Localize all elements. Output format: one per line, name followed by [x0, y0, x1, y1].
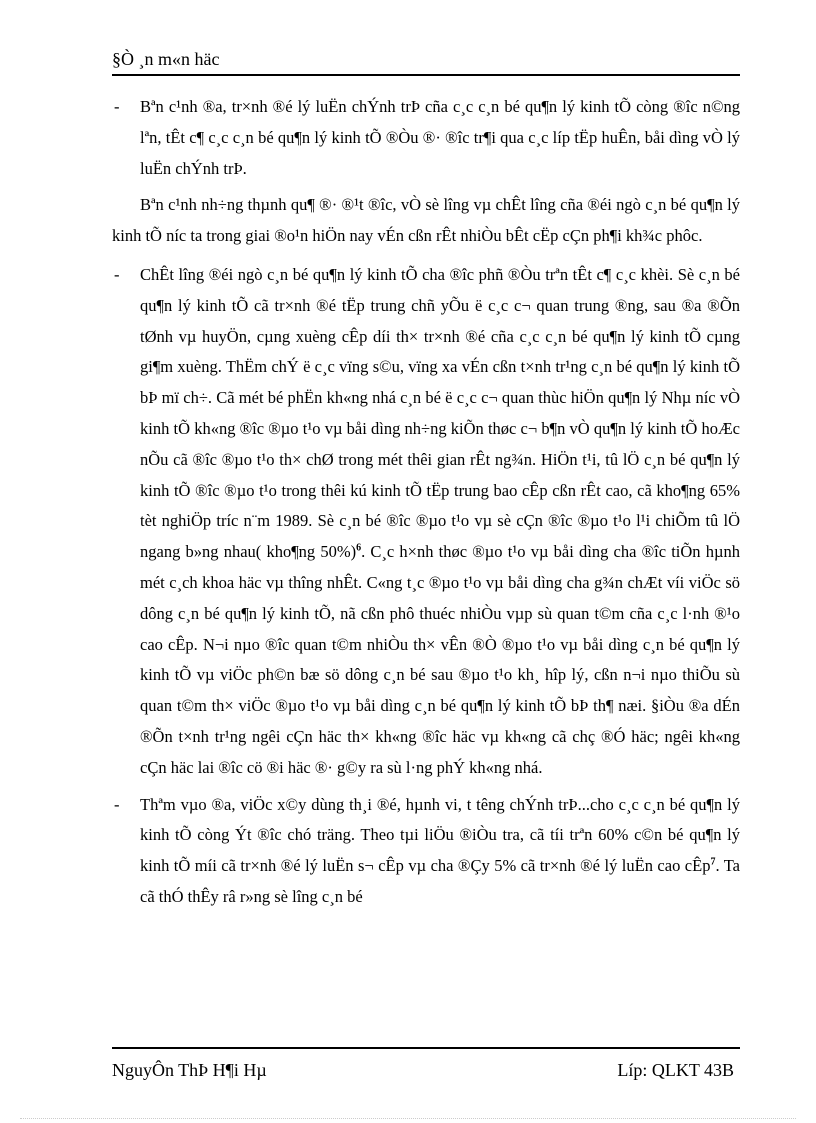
footer-class: Líp: QLKT 43B — [617, 1060, 734, 1080]
bullet-dash: - — [114, 794, 120, 814]
bullet-text-3: Thªm vµo ®a, viÖc x©y dùng th¸i ®é, hµnh vi, t têng chÝnh trÞ...cho c¸c c¸n bé qu¶n lý kinh tÕ còng Ýt ®îc chó träng. Theo tµi liÖu ®iÒu tra, cã tíi trªn 60% c©n bé qu¶n lý kinh tÕ míi cã tr×nh ®é lý luËn s¬ cÊp vµ cha ®Çy 5% cã tr×nh ®é lý luËn cao cÊp — [140, 794, 740, 876]
body-paragraph — [112, 190, 740, 252]
page-content — [112, 92, 740, 919]
bullet-text-1: Bªn c¹nh ®a, tr×nh ®é lý luËn chÝnh trÞ cña c¸c c¸n bé qu¶n lý kinh tÕ còng ®îc n©ng lªn, tÊt c¶ c¸c c¸n bé qu¶n lý kinh tÕ ®Òu ®· ®îc tr¶i qua c¸c líp tËp huÊn, båi dìng vÒ lý luËn chÝnh trÞ. — [140, 97, 740, 178]
footnote-ref-7: 7 — [710, 856, 716, 868]
paragraph-text: Bªn c¹nh nh÷ng thµnh qu¶ ®· ®¹t ®îc, vÒ sè lîng vµ chÊt lîng cña ®éi ngò c¸n bé qu¶n lý kinh tÕ níc ta trong giai ®o¹n hiÖn nay vÉn cßn rÊt nhiÒu bÊt cËp cÇn ph¶i kh¾c phôc. — [112, 195, 740, 246]
header-title: §Ò ¸n m«n häc — [112, 49, 220, 69]
bullet-dash: - — [114, 97, 120, 116]
bullet-text-2: ChÊt lîng ®éi ngò c¸n bé qu¶n lý kinh tÕ cha ®îc phñ ®Òu trªn tÊt c¶ c¸c khèi. Sè c¸n bé qu¶n lý kinh tÕ cã tr×nh ®é tËp trung chñ yÕu ë c¸c c¬ quan trung ®ng, sau ®a ®Õn tØnh vµ huyÖn, cµng xuèng cÊp díi th× tr×nh ®é cña c¸c c¸n bé qu¶n lý kinh tÕ cµng gi¶m xuèng. ThËm chÝ ë c¸c vïng s©u, vïng xa vÉn cßn t×nh tr¹ng c¸n bé qu¶n lý kinh tÕ bÞ mï ch÷. Cã mét bé phËn kh«ng nhá c¸n bé ë c¸c c¬ quan thùc hiÖn qu¶n lý Nhµ níc vÒ kinh tÕ kh«ng ®îc ®µo t¹o vµ båi dìng nh÷ng kiÕn thøc c¬ b¶n vÒ qu¶n lý kinh tÕ hoÆc nÕu cã ®îc ®µo t¹o th× chØ trong mét thêi gian rÊt ng¾n. HiÖn t¹i, tû lÖ c¸n bé qu¶n lý kinh tÕ ®îc ®µo t¹o trong thêi kú kinh tÕ tËp trung bao cÊp cßn rÊt cao, cã kho¶ng 65% tèt nghiÖp tríc n¨m 1989. Sè c¸n bé ®îc ®µo t¹o vµ sè cÇn ®îc ®µo t¹o l¹i chiÕm tû lÖ ngang b»ng nhau( kho¶ng 50%) — [140, 264, 740, 562]
bullet-text-3-tail: . Ta cã thÓ thÊy râ r»ng sè lîng c¸n bé — [140, 856, 741, 906]
bullet-paragraph-2 — [112, 260, 740, 784]
bullet-text-2-tail: . C¸c h×nh thøc ®µo t¹o vµ båi dìng cha ®îc tiÕn hµnh mét c¸ch khoa häc vµ thîng nhÊt. C«ng t¸c ®µo t¹o vµ båi dìng cha g¾n chÆt víi viÖc sö dông c¸n bé qu¶n lý kinh tÕ, nã cßn phô thuéc nhiÒu vµp sù quan t©m cña c¸c l·nh ®¹o cao cÊp. N¬i nµo ®îc quan t©m nhiÒu th× vÊn ®Ò ®µo t¹o vµ båi dìng c¸n bé qu¶n lý kinh tÕ vµ viÖc ph©n bæ sö dông c¸n bé sau ®µo t¹o kh¸ hîp lý, cßn n¬i nµo thiÕu sù quan t©m th× viÖc ®µo t¹o vµ båi dìng c¸n bé qu¶n lý kinh tÕ bÞ th¶ næi. §iÒu ®a dÉn ®Õn t×nh tr¹ng ngêi cÇn häc th× kh«ng ®îc häc vµ kh«ng cã chç ®Ó häc; ngêi kh«ng cÇn häc lai ®îc cö ®i häc ®· g©y ra sù l·ng phÝ kh«ng nhá. — [140, 542, 741, 777]
bullet-dash: - — [114, 264, 120, 284]
bullet-paragraph-1 — [112, 92, 740, 184]
bullet-paragraph-3 — [112, 790, 740, 913]
footnote-ref-6: 6 — [356, 542, 362, 554]
page-header — [112, 48, 740, 76]
page-edge-divider — [20, 1118, 796, 1119]
page-footer — [112, 1047, 740, 1079]
footer-author: NguyÔn ThÞ H¶i Hµ — [112, 1060, 267, 1080]
